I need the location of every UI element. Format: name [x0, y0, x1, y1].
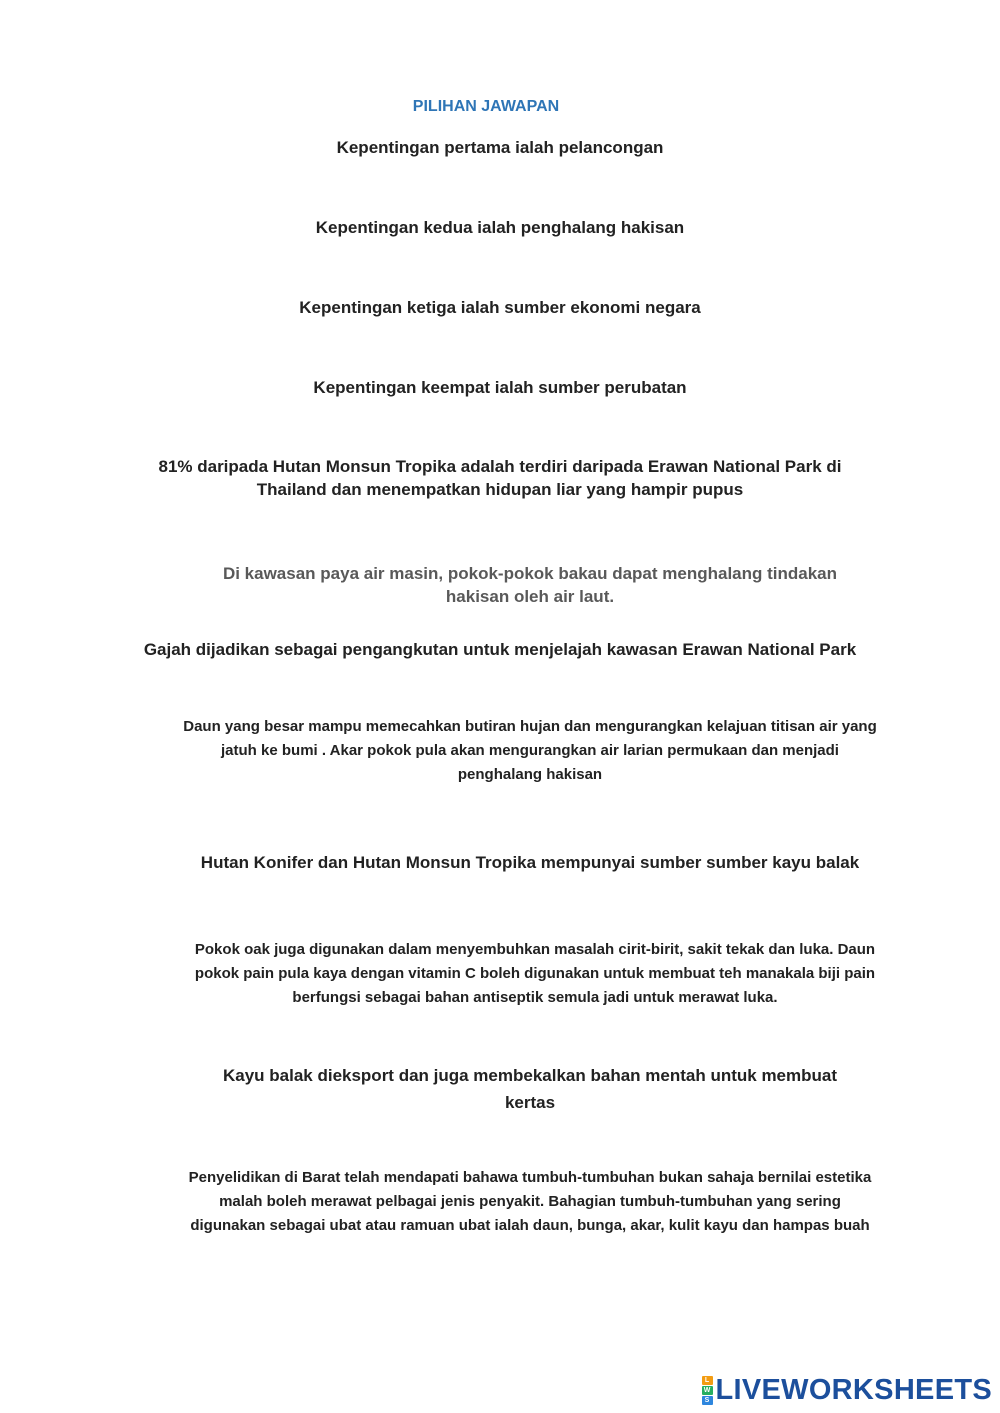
answer-option-12[interactable]: Penyelidikan di Barat telah mendapati bahawa tumbuh-tumbuhan bukan sahaja bernilai estetika malah boleh merawat pelbagai jenis penyakit. Bahagian tumbuh-tumbuhan yang sering digunakan sebagai ubat atau ramuan ubat ialah daun, bunga, akar, kulit kayu dan hampas buah [188, 1169, 872, 1234]
answer-option-7[interactable]: Gajah dijadikan sebagai pengangkutan untuk menjelajah kawasan Erawan National Park [143, 640, 857, 659]
page-title: PILIHAN JAWAPAN [412, 98, 560, 115]
answer-option-2[interactable]: Kepentingan kedua ialah penghalang hakisan [315, 218, 685, 237]
answer-option-1[interactable]: Kepentingan pertama ialah pelancongan [336, 138, 664, 157]
logo-letter-l: L [702, 1376, 713, 1385]
answer-option-10[interactable]: Pokok oak juga digunakan dalam menyembuhkan masalah cirit-birit, sakit tekak dan luka. Daun pokok pain pula kaya dengan vitamin C boleh digunakan untuk membuat teh manakala biji pain berfungsi sebagai bahan antiseptik semula jadi untuk merawat luka. [194, 941, 876, 1006]
answer-option-9[interactable]: Hutan Konifer dan Hutan Monsun Tropika mempunyai sumber sumber kayu balak [200, 853, 860, 872]
logo-text: LIVEWORKSHEETS [715, 1374, 992, 1406]
liveworksheets-logo-mark [702, 1376, 713, 1405]
liveworksheets-logo [702, 1374, 993, 1407]
answer-option-5[interactable]: 81% daripada Hutan Monsun Tropika adalah terdiri daripada Erawan National Park di Thailand dan menempatkan hidupan liar yang hampir pupus [158, 457, 842, 500]
logo-letter-s: S [702, 1396, 713, 1405]
answer-option-3[interactable]: Kepentingan ketiga ialah sumber ekonomi negara [299, 298, 701, 317]
answer-option-8[interactable]: Daun yang besar mampu memecahkan butiran hujan dan mengurangkan kelajuan titisan air yang jatuh ke bumi . Akar pokok pula akan mengurangkan air larian permukaan dan menjadi penghalang hakisan [183, 718, 877, 783]
answer-option-4[interactable]: Kepentingan keempat ialah sumber perubatan [313, 378, 687, 397]
logo-letter-w: W [702, 1386, 713, 1395]
answer-option-6[interactable]: Di kawasan paya air masin, pokok-pokok bakau dapat menghalang tindakan hakisan oleh air laut. [222, 564, 838, 607]
answer-option-11[interactable]: Kayu balak dieksport dan juga membekalkan bahan mentah untuk membuat kertas [222, 1066, 838, 1113]
